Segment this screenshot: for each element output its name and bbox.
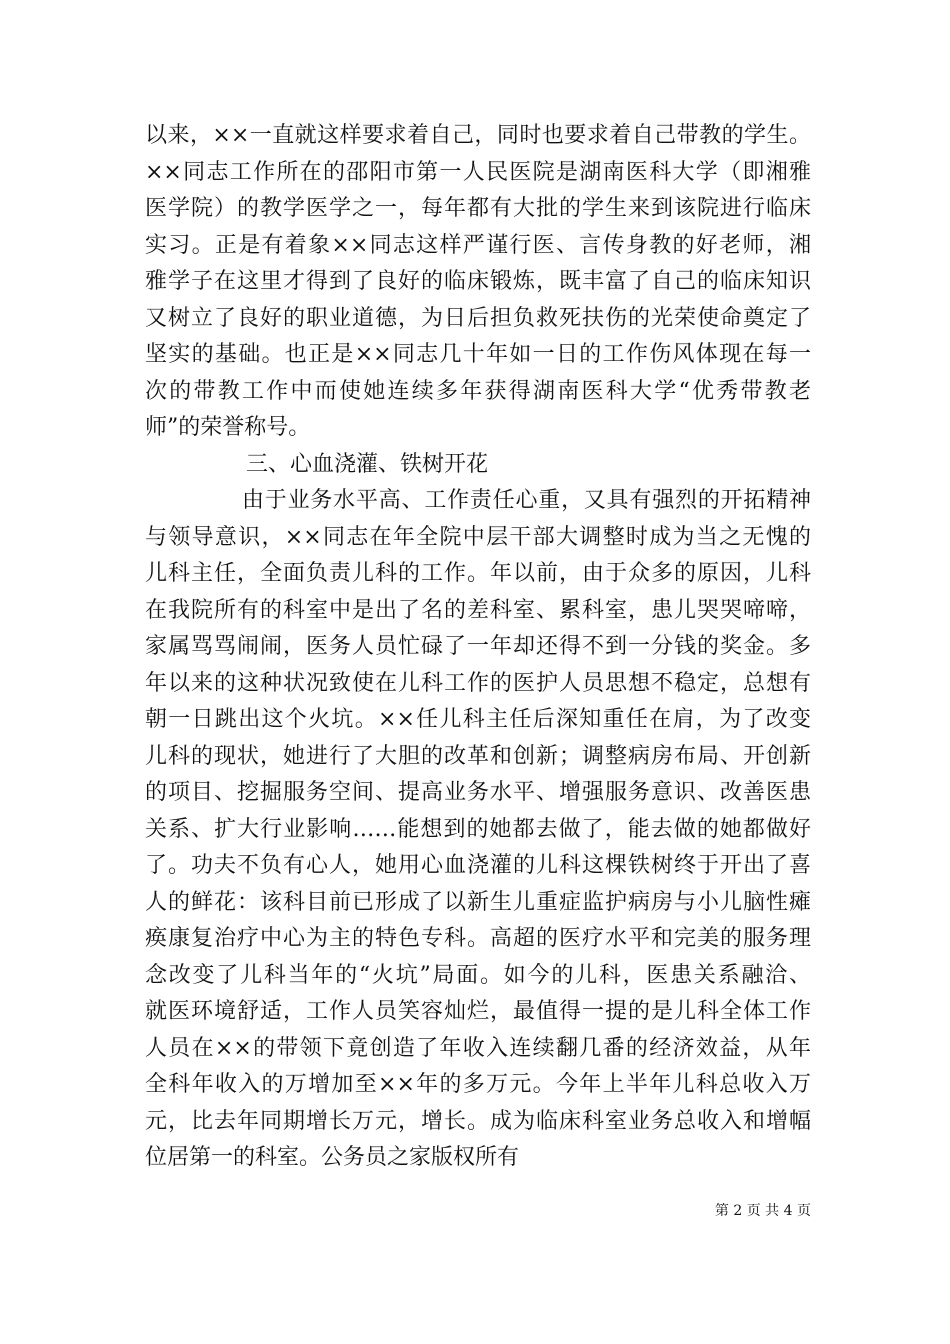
text-line: 全科年收入的万增加至××年的多万元。今年上半年儿科总收入万 (145, 1072, 811, 1097)
text-line: 关系、扩大行业影响……能想到的她都去做了，能去做的她都做好 (145, 816, 811, 842)
text-line: 师”的荣誉称号。 (145, 415, 311, 440)
text-line: 元，比去年同期增长万元，增长。成为临床科室业务总收入和增幅 (145, 1108, 811, 1134)
text-line: 的项目、挖掘服务空间、提高业务水平、增强服务意识、改善医患 (145, 780, 811, 805)
text-line: 人的鲜花：该科目前已形成了以新生儿重症监护病房与小儿脑性瘫 (145, 889, 811, 915)
text-line: 医学院）的教学医学之一，每年都有大批的学生来到该院进行临床 (145, 196, 811, 221)
text-line: ××同志工作所在的邵阳市第一人民医院是湖南医科大学（即湘雅 (145, 159, 811, 185)
text-line: 痪康复治疗中心为主的特色专科。高超的医疗水平和完美的服务理 (145, 926, 811, 951)
page-number: 第 2 页 共 4 页 (714, 1203, 811, 1219)
text-line: 就医环境舒适，工作人员笑容灿烂，最值得一提的是儿科全体工作 (145, 999, 811, 1024)
paragraph-2-first-line: 由于业务水平高、工作责任心重，又具有强烈的开拓精神 (242, 488, 811, 513)
text-line: 次的带教工作中而使她连续多年获得湖南医科大学“优秀带教老 (145, 378, 811, 404)
text-line: 与领导意识，××同志在年全院中层干部大调整时成为当之无愧的 (145, 524, 811, 550)
text-line: 了。功夫不负有心人，她用心血浇灌的儿科这棵铁树终于开出了喜 (145, 853, 811, 878)
text-line: 人员在××的带领下竟创造了年收入连续翻几番的经济效益，从年 (145, 1035, 811, 1061)
text-line: 坚实的基础。也正是××同志几十年如一日的工作伤风体现在每一 (145, 342, 811, 367)
text-line: 又树立了良好的职业道德，为日后担负救死扶伤的光荣使命奠定了 (145, 305, 811, 331)
section-heading: 三、心血浇灌、铁树开花 (246, 451, 489, 477)
text-line: 以来，××一直就这样要求着自己，同时也要求着自己带教的学生。 (145, 123, 811, 148)
text-line: 家属骂骂闹闹，医务人员忙碌了一年却还得不到一分钱的奖金。多 (145, 634, 811, 659)
text-line: 在我院所有的科室中是出了名的差科室、累科室，患儿哭哭啼啼， (145, 597, 811, 623)
text-line: 儿科的现状，她进行了大胆的改革和创新；调整病房布局、开创新 (145, 743, 811, 769)
text-line: 雅学子在这里才得到了良好的临床锻炼，既丰富了自己的临床知识 (145, 269, 811, 294)
text-line: 儿科主任，全面负责儿科的工作。年以前，由于众多的原因，儿科 (145, 561, 811, 586)
text-line: 朝一日跳出这个火坑。××任儿科主任后深知重任在肩，为了改变 (145, 707, 811, 732)
text-line: 实习。正是有着象××同志这样严谨行医、言传身教的好老师，湘 (145, 232, 811, 258)
paragraph-2 (145, 520, 811, 1177)
text-line: 位居第一的科室。公务员之家版权所有 (145, 1145, 520, 1170)
body-text (145, 118, 811, 1177)
paragraph-1 (145, 118, 811, 447)
text-line: 念改变了儿科当年的“火坑”局面。如今的儿科，医患关系融洽、 (145, 962, 811, 988)
text-line: 年以来的这种状况致使在儿科工作的医护人员思想不稳定，总想有 (145, 670, 811, 696)
